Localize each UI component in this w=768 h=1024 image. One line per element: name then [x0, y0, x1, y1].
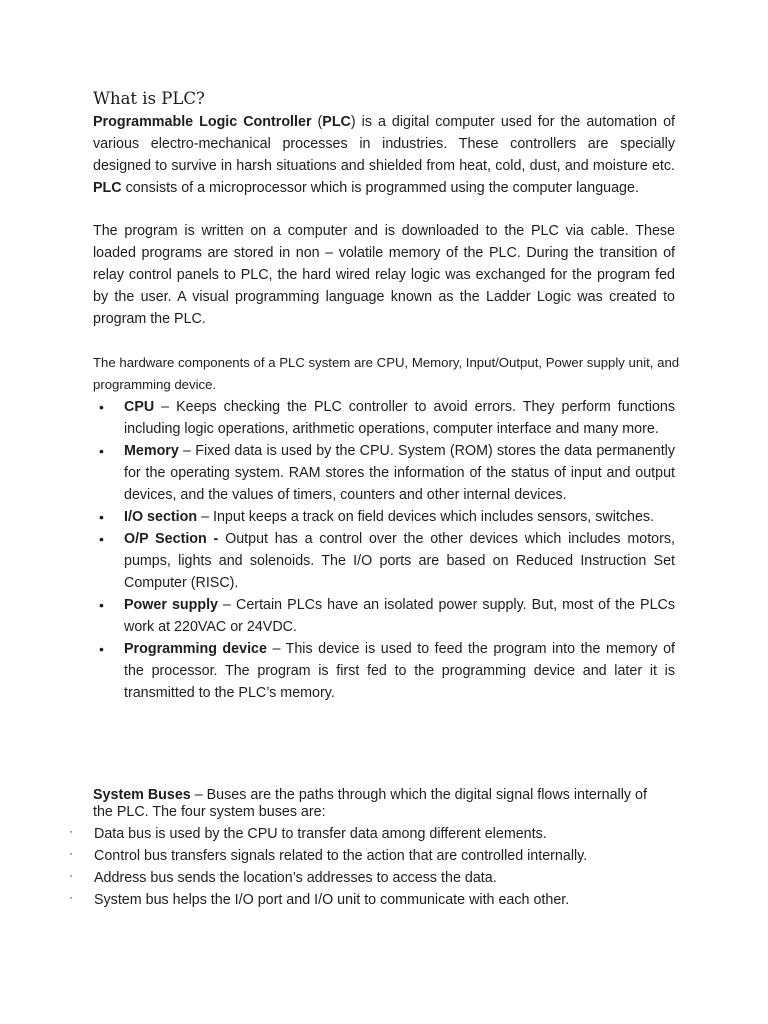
para1-open: (	[311, 114, 323, 130]
bullet-icon: •	[99, 531, 104, 547]
system-buses-list	[66, 823, 686, 911]
component-desc: – Input keeps a track on field devices which includes sensors, switches.	[197, 509, 655, 525]
component-term: Memory	[124, 443, 179, 459]
system-buses-desc: – Buses are the paths through which the digital signal flows internally of the PLC. The four system buses are:	[93, 787, 647, 820]
component-desc: – Keeps checking the PLC controller to avoid errors. They perform functions including logic operations, arithmetic operations, computer interface and many more.	[124, 399, 675, 437]
system-buses-term: System Buses	[93, 787, 191, 803]
hardware-intro: The hardware components of a PLC system are CPU, Memory, Input/Output, Power supply unit, and programming device.	[93, 355, 680, 392]
component-desc: – Certain PLCs have an isolated power supply. But, most of the PLCs work at 220VAC or 24VDC.	[124, 597, 675, 635]
program-paragraph: The program is written on a computer and is downloaded to the PLC via cable. These loaded programs are stored in non – volatile memory of the PLC. During the transition of relay control panels to PLC, the hard wired relay logic was exchanged for the program fed by the user. A visual programming language known as the Ladder Logic was created to program the PLC.	[93, 223, 675, 327]
list-item	[66, 845, 686, 867]
list-item	[93, 594, 675, 638]
bullet-icon: •	[99, 597, 104, 613]
component-term: O/P Section -	[124, 531, 219, 547]
list-item	[66, 867, 686, 889]
list-item	[93, 396, 675, 440]
list-item	[66, 823, 686, 845]
component-term: Power supply	[124, 597, 219, 613]
component-term: CPU	[124, 399, 155, 415]
bullet-icon: •	[99, 641, 104, 657]
bullet-icon: •	[99, 443, 104, 459]
middot-bullet-icon: ·	[69, 890, 73, 904]
list-item	[93, 506, 675, 528]
list-item	[66, 889, 686, 911]
component-desc: Output has a control over the other devices which includes motors, pumps, lights and solenoids. The I/O ports are based on Reduced Instruction Set Computer (RISC).	[124, 531, 675, 591]
list-item	[93, 440, 675, 506]
term-plc-2: PLC	[93, 180, 122, 196]
term-plc: PLC	[322, 114, 351, 130]
para1-text-2: consists of a microprocessor which is programmed using the computer language.	[121, 180, 639, 196]
bullet-icon: •	[99, 509, 104, 525]
bus-item-text: System bus helps the I/O port and I/O unit to communicate with each other.	[94, 892, 570, 908]
component-term: Programming device	[124, 641, 267, 657]
middot-bullet-icon: ·	[69, 868, 73, 882]
para1-text: ) is a digital computer used for the automation of various electro-mechanical processes in industries. These controllers are specially designed to survive in harsh situations and shielded from heat, cold, dust, and moisture etc.	[93, 114, 675, 174]
plc-definition-paragraph	[93, 111, 675, 199]
middot-bullet-icon: ·	[69, 846, 73, 860]
bus-item-text: Address bus sends the location’s addresses to access the data.	[94, 870, 497, 886]
component-desc: – This device is used to feed the program into the memory of the processor. The program is first fed to the programming device and later it is transmitted to the PLC’s memory.	[124, 641, 675, 701]
bullet-icon: •	[99, 399, 104, 415]
component-term: I/O section	[124, 509, 198, 525]
page-title: What is PLC?	[93, 89, 205, 108]
term-programmable-logic-controller: Programmable Logic Controller	[93, 114, 312, 130]
list-item	[93, 638, 675, 704]
list-item	[93, 528, 675, 594]
component-desc: – Fixed data is used by the CPU. System (ROM) stores the data permanently for the operating system. RAM stores the information of the status of input and output devices, and the values of timers, counters and other internal devices.	[124, 443, 675, 503]
middot-bullet-icon: ·	[69, 824, 73, 838]
system-buses-paragraph	[93, 787, 653, 821]
bus-item-text: Control bus transfers signals related to the action that are controlled internally.	[94, 848, 588, 864]
components-list	[93, 396, 675, 704]
bus-item-text: Data bus is used by the CPU to transfer data among different elements.	[94, 826, 547, 842]
